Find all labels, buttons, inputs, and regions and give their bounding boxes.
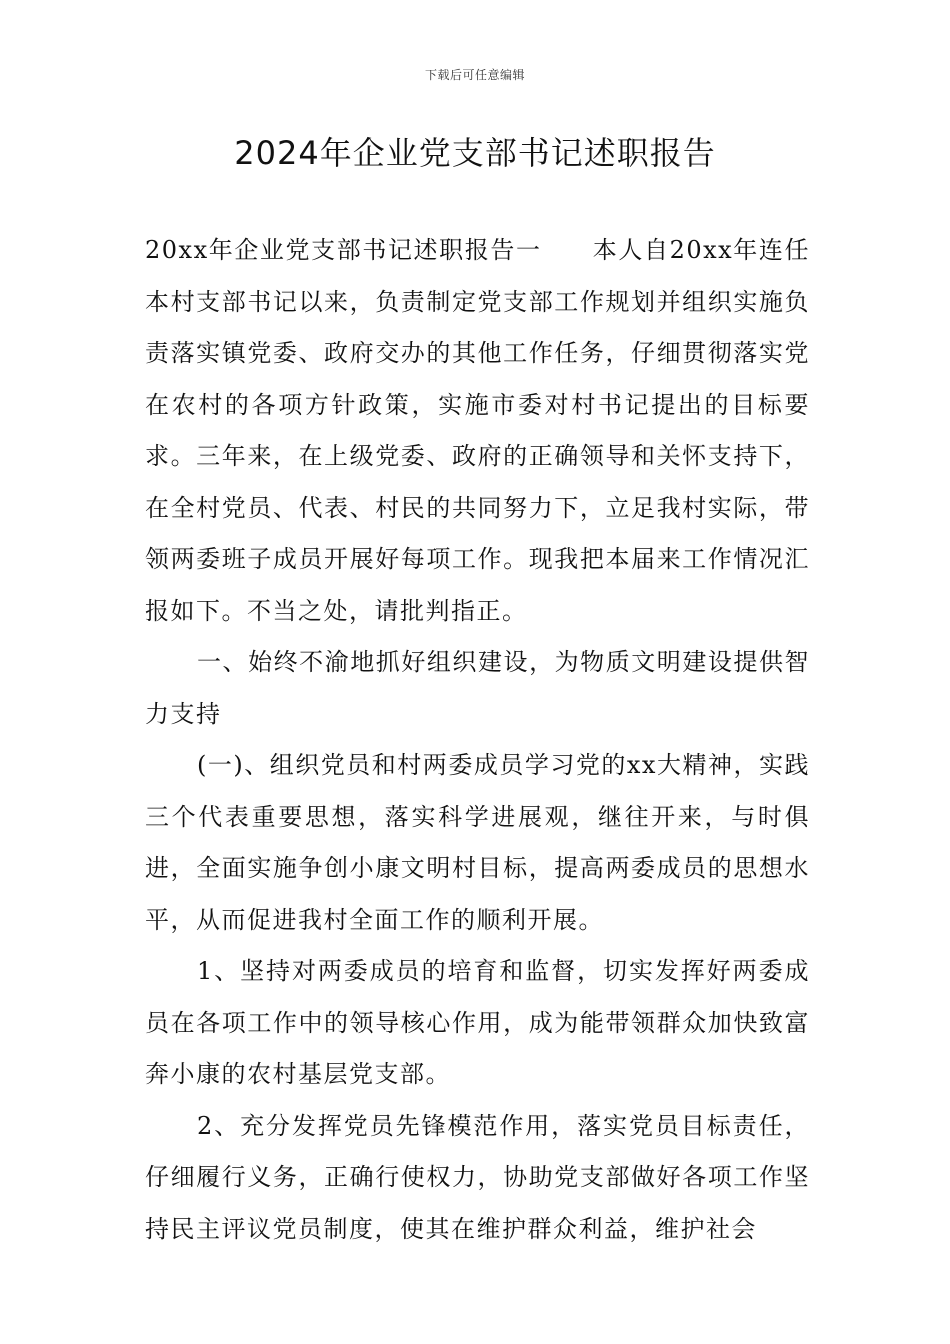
header-note: 下载后可任意编辑 [424, 68, 525, 82]
paragraph-intro: 20xx年企业党支部书记述职报告一 本人自20xx年连任本村支部书记以来，负责制定党支部工作规划并组织实施负责落实镇党委、政府交办的其他工作任务，仔细贯彻落实党在农村的各项方针政策，实施市委对村书记提出的目标要求。三年来，在上级党委、政府的正确领导和关怀支持下，在全村党员、代表、村民的共同努力下，立足我村实际，带领两委班子成员开展好每项工作。现我把本届来工作情况汇报如下。不当之处，请批判指正。 [145, 236, 810, 625]
document-body [145, 225, 810, 1255]
paragraph-item-1: 1、坚持对两委成员的培育和监督，切实发挥好两委成员在各项工作中的领导核心作用，成为能带领群众加快致富奔小康的农村基层党支部。 [145, 957, 810, 1088]
document-title: 2024年企业党支部书记述职报告 [234, 134, 716, 172]
paragraph-item-2: 2、充分发挥党员先锋模范作用，落实党员目标责任，仔细履行义务，正确行使权力，协助党支部做好各项工作坚持民主评议党员制度，使其在维护群众利益，维护社会 [145, 1111, 810, 1243]
paragraph-subsection-1: (一)、组织党员和村两委成员学习党的xx大精神，实践三个代表重要思想，落实科学进展观，继往开来，与时俱进，全面实施争创小康文明村目标，提高两委成员的思想水平，从而促进我村全面工作的顺利开展。 [145, 751, 810, 934]
paragraph-section-1-heading: 一、始终不渝地抓好组织建设，为物质文明建设提供智力支持 [145, 648, 810, 728]
